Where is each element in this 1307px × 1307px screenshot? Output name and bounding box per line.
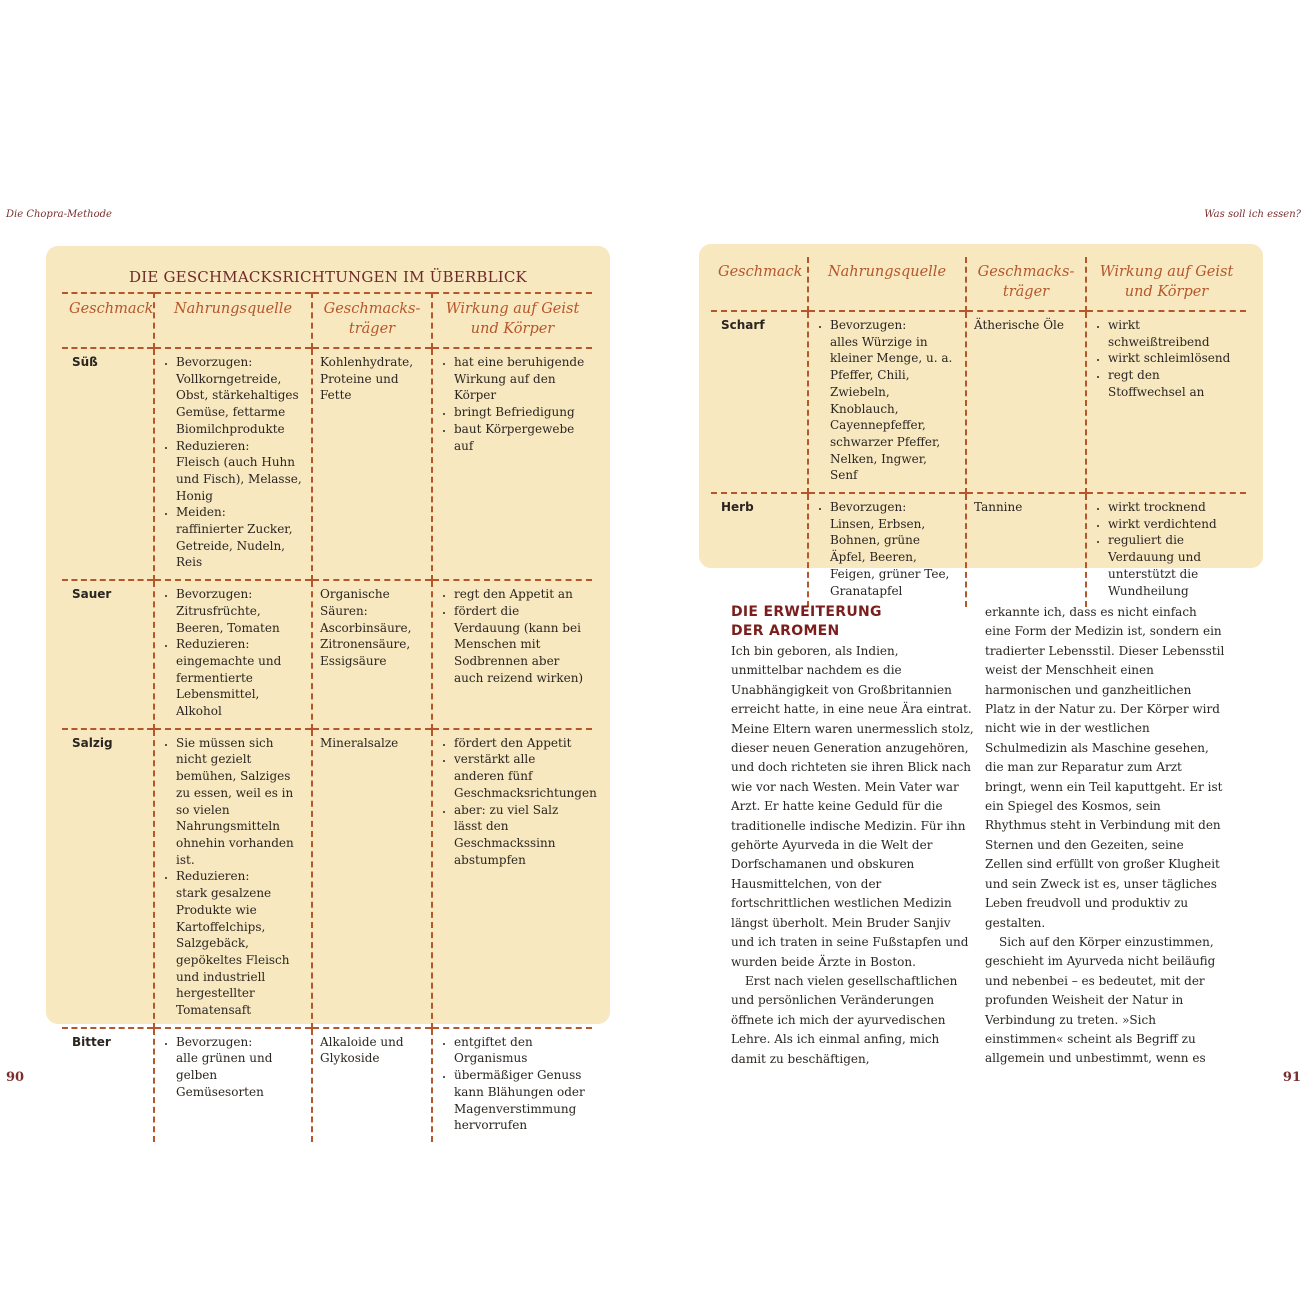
list-item: • regt den Stoffwechsel an: [1108, 367, 1239, 400]
list-item: • Meiden: raffinierter Zucker, Getreide, Nudeln, Reis: [176, 504, 304, 571]
column-header: Geschmacks-träger: [966, 257, 1086, 311]
effects: [1086, 311, 1246, 493]
list-item: • reguliert die Verdauung und unterstützt die Wundheilung: [1108, 532, 1239, 599]
table-row: [711, 311, 1246, 493]
taste-overview-box: [46, 246, 610, 1133]
article-column-2: [985, 603, 1225, 1069]
taste-carrier: Alkaloide und Glykoside: [312, 1028, 432, 1142]
article-paragraph: erkannte ich, dass es nicht einfach eine Form der Medizin ist, sondern ein tradierter Lebensstil. Dieser Lebensstil weist der Menschheit einen harmonischen und ganzheitlichen Platz in der Natur zu. Der Körper wird nicht wie in der westlichen Schulmedizin als Maschine gesehen, die man zur Reparatur zum Arzt bringt, wenn ein Teil kaputtgeht. Er ist ein Spiegel des Kosmos, sein Rhythmus steht in Verbindung mit den Sternen und den Gezeiten, seine Zellen sind erfüllt von großer Klugheit und sein Zweck ist es, unser tägliches Leben freudvoll und produktiv zu gestalten.: [985, 605, 1225, 930]
table-row: [711, 493, 1246, 607]
column-header: Geschmacks-träger: [312, 293, 432, 348]
taste-overview-box-continued: [699, 244, 1263, 598]
taste-carrier: Mineralsalze: [312, 729, 432, 1028]
list-item: • Reduzieren: stark gesalzene Produkte wie Kartoffelchips, Salzgebäck, gepökeltes Fleisch und industriell hergestellter Tomatensaft: [176, 868, 304, 1018]
taste-carrier: Organische Säuren: Ascorbinsäure, Zitronensäure, Essigsäure: [312, 580, 432, 729]
page-number-left: 90: [6, 1070, 25, 1085]
food-sources: [154, 729, 312, 1028]
article-paragraph: Erst nach vielen gesellschaftlichen und persönlichen Veränderungen öffnete ich mich der ayurvedischen Lehre. Als ich einmal anfing, mich damit zu beschäftigen,: [731, 973, 958, 1066]
table-header-row: [62, 293, 592, 348]
table-row: [62, 348, 592, 580]
list-item: • übermäßiger Genuss kann Blähungen oder Magenverstimmung hervorrufen: [454, 1067, 585, 1134]
list-item: • fördert den Appetit: [454, 735, 585, 752]
list-item: • hat eine beruhigende Wirkung auf den Körper: [454, 354, 585, 404]
taste-name: Süß: [72, 355, 98, 369]
list-item: • aber: zu viel Salz lässt den Geschmackssinn abstumpfen: [454, 802, 585, 869]
taste-table-part1: [62, 292, 597, 1142]
article-column-1: [731, 603, 974, 1069]
list-item: • Bevorzugen: Zitrusfrüchte, Beeren, Tomaten: [176, 586, 304, 636]
effects: [432, 729, 597, 1028]
list-item: • entgiftet den Organismus: [454, 1034, 585, 1067]
table-title: DIE GESCHMACKSRICHTUNGEN IM ÜBERBLICK: [129, 268, 527, 286]
list-item: • wirkt schleimlösend: [1108, 350, 1239, 367]
taste-name: Bitter: [72, 1034, 111, 1049]
list-item: • baut Körpergewebe auf: [454, 421, 585, 454]
taste-carrier: Kohlenhydrate, Proteine und Fette: [312, 348, 432, 580]
taste-carrier: Tannine: [966, 493, 1086, 607]
column-header: Geschmack: [718, 264, 803, 280]
list-item: • wirkt schweißtreibend: [1108, 317, 1239, 350]
table-row: [62, 1028, 592, 1142]
column-header: Geschmack: [69, 301, 154, 317]
taste-name: Herb: [721, 500, 754, 515]
effects: [432, 580, 592, 729]
list-item: • verstärkt alle anderen fünf Geschmacksrichtungen: [454, 751, 585, 801]
taste-name: Scharf: [721, 318, 765, 332]
column-header: Wirkung auf Geist und Körper: [432, 293, 592, 348]
list-item: • wirkt trocknend: [1108, 499, 1239, 516]
list-item: • Bevorzugen: alle grünen und gelben Gemüsesorten: [176, 1034, 304, 1101]
food-sources: [808, 311, 966, 493]
page-number-right: 91: [1282, 1070, 1301, 1085]
table-row: [62, 729, 592, 1028]
list-item: • Reduzieren: eingemachte und fermentierte Lebensmittel, Alkohol: [176, 636, 304, 720]
list-item: • Sie müssen sich nicht gezielt bemühen, Salziges zu essen, weil es in so vielen Nahrungsmitteln ohnehin vorhanden ist.: [176, 735, 304, 869]
list-item: • Reduzieren: Fleisch (auch Huhn und Fisch), Melasse, Honig: [176, 438, 304, 505]
list-item: • wirkt verdichtend: [1108, 516, 1239, 533]
column-header: Wirkung auf Geist und Körper: [1086, 257, 1246, 311]
taste-table-part2: [711, 257, 1246, 607]
food-sources: [154, 348, 312, 580]
column-header: Nahrungsquelle: [808, 257, 966, 311]
article-paragraph: Sich auf den Körper einzustimmen, geschieht im Ayurveda nicht beiläufig und nebenbei – es bedeutet, mit der profunden Weisheit der Natur in Verbindung zu treten. »Sich einstimmen« scheint als Begriff zu allgemein und unbestimmt, wenn es: [985, 934, 1216, 1066]
taste-carrier: Ätherische Öle: [966, 311, 1086, 493]
effects: [1086, 493, 1246, 607]
taste-name: Salzig: [72, 735, 113, 750]
effects: [432, 348, 592, 580]
food-sources: [154, 1028, 312, 1142]
section-title: DIE ERWEITERUNG DER AROMEN: [731, 604, 882, 639]
article-paragraph: Ich bin geboren, als Indien, unmittelbar nachdem es die Unabhängigkeit von Großbritannien erreicht hatte, in eine neue Ära eintrat. Meine Eltern waren unermesslich stolz, dieser neuen Generation anzugehören, und doch richteten sie ihren Blick nach wie vor nach Westen. Mein Vater war Arzt. Er hatte keine Geduld für die traditionelle indische Medizin. Für ihn gehörte Ayurveda in die Welt der Dorfschamanen und obskuren Hausmittelchen, von der fortschrittlichen westlichen Medizin längst überholt. Mein Bruder Sanjiv und ich traten in seine Fußstapfen und wurden beide Ärzte in Boston.: [731, 644, 974, 969]
table-header-row: [711, 257, 1246, 311]
list-item: • fördert die Verdauung (kann bei Menschen mit Sodbrennen aber auch reizend wirken): [454, 603, 585, 687]
list-item: • Bevorzugen: Vollkorngetreide, Obst, stärkehaltiges Gemüse, fettarme Biomilchprodukte: [176, 354, 304, 438]
food-sources: [154, 580, 312, 729]
list-item: • Bevorzugen: Linsen, Erbsen, Bohnen, grüne Äpfel, Beeren, Feigen, grüner Tee, Granatapfel: [830, 499, 958, 599]
list-item: • bringt Befriedigung: [454, 404, 585, 421]
running-header-left: Die Chopra-Methode: [6, 209, 112, 220]
food-sources: [808, 493, 966, 607]
list-item: • Bevorzugen: alles Würzige in kleiner Menge, u. a. Pfeffer, Chili, Zwiebeln, Knoblauch, Cayennepfeffer, schwarzer Pfeffer, Nelken, Ingwer, Senf: [830, 317, 958, 484]
taste-name: Sauer: [72, 587, 112, 602]
running-header-right: Was soll ich essen?: [1204, 209, 1301, 220]
effects: [432, 1028, 592, 1142]
table-row: [62, 580, 592, 729]
column-header: Nahrungsquelle: [154, 293, 312, 348]
list-item: • regt den Appetit an: [454, 586, 585, 603]
